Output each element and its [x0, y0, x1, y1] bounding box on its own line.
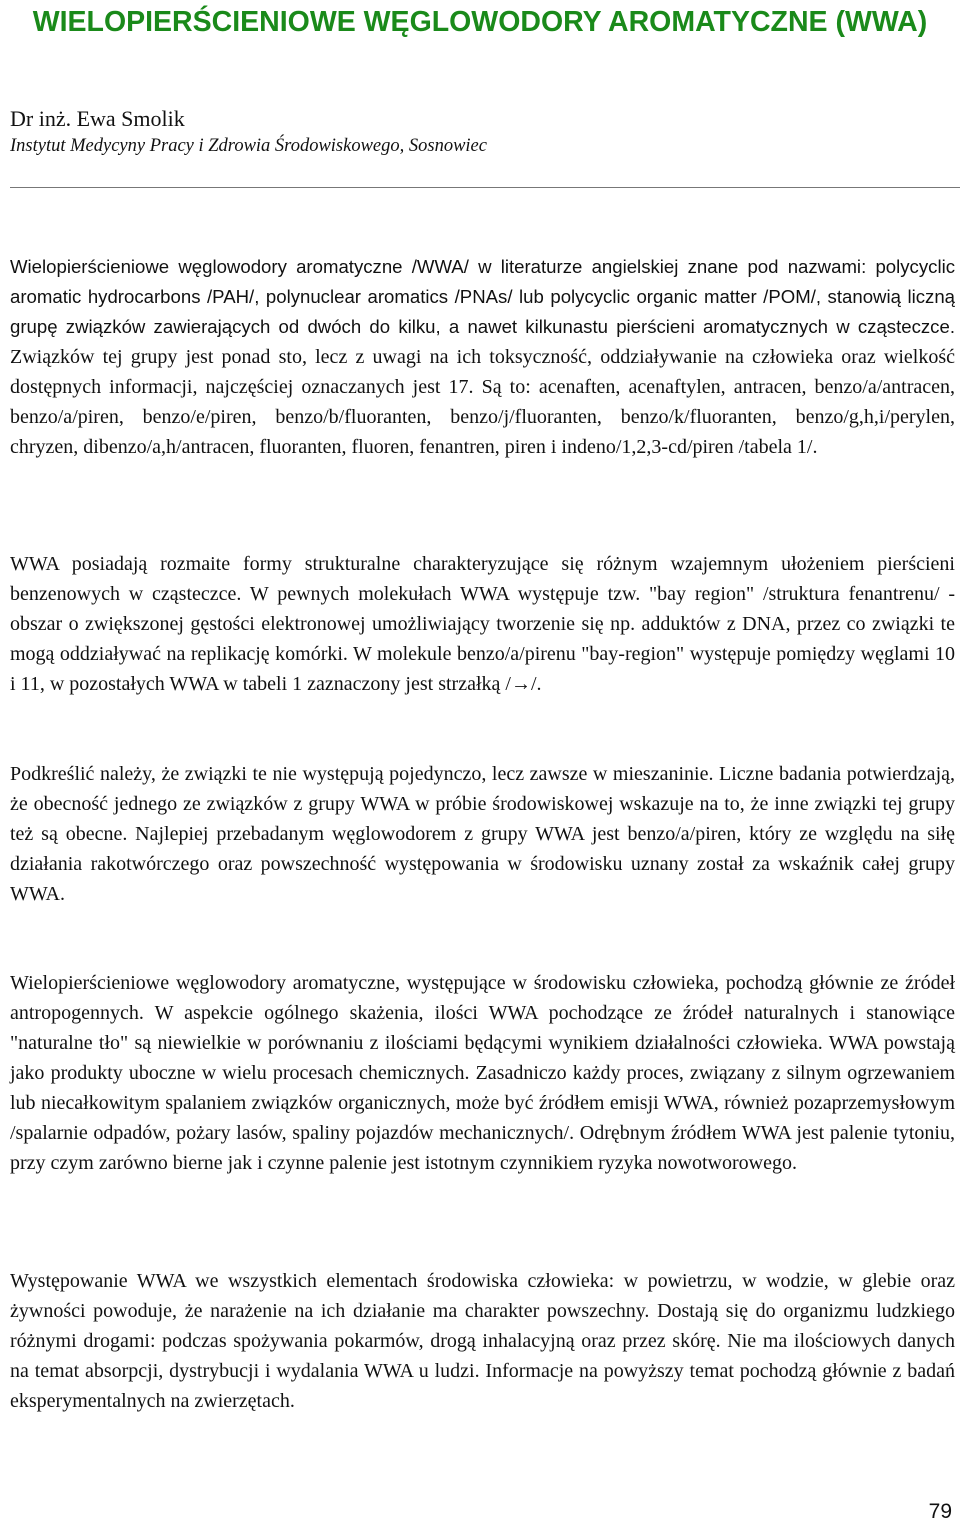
paragraph-1: [10, 252, 955, 462]
paragraph-2-text-end: /.: [530, 673, 542, 695]
document-title: WIELOPIERŚCIENIOWE WĘGLOWODORY AROMATYCZNE (WWA): [32, 6, 928, 38]
paragraph-2: [10, 549, 955, 699]
author-name: Dr inż. Ewa Smolik: [10, 106, 185, 131]
paragraph-5: Występowanie WWA we wszystkich elementach środowiska człowieka: w powietrzu, w wodzie, w glebie oraz żywności powoduje, że narażenie na ich działanie ma charakter powszechny. Dostają się do organizmu ludzkiego różnymi drogami: podczas spożywania pokarmów, drogą inhalacyjną oraz przez skórę. Nie ma ilościowych danych na temat absorpcji, dystrybucji i wydalania WWA u ludzi. Informacje na powyższy temat pochodzą głównie z badań eksperymentalnych na zwierzętach.: [10, 1270, 955, 1412]
arrow-icon: →: [510, 673, 531, 695]
paragraph-1-compound-list: Są to: acenaften, acenaftylen, antracen, benzo/a/antracen, benzo/a/piren, benzo/e/piren, benzo/b/fluoranten, benzo/j/fluoranten, benzo/k/fluoranten, benzo/g,h,i/perylen, chryzen, dibenzo/a,h/antracen, fluoranten, fluoren, fenantren, piren i indeno/1,2,3-cd/piren /tabela 1/.: [10, 376, 955, 458]
paragraph-2-text: WWA posiadają rozmaite formy strukturalne charakteryzujące się różnym wzajemnym ułożeniem pierścieni benzenowych w cząsteczce. W pewnych molekułach WWA występuje tzw. "bay region" /struktura fenantrenu/ - obszar o zwiększonej gęstości elektronowej umożliwiający tworzenie się np. adduktów z DNA, przez co związki te mogą oddziaływać na replikację komórki. W molekule benzo/a/pirenu "bay-region" występuje pomiędzy węglami 10 i 11, w pozostałych WWA w tabeli 1 zaznaczony jest strzałką /: [10, 553, 955, 695]
paragraph-1-sans-text: Wielopierścieniowe węglowodory aromatyczne /WWA/ w literaturze angielskiej znane pod nazwami: polycyclic aromatic hydrocarbons /PAH/, polynuclear aromatics /PNAs/ lub polycyclic organic matter /POM/, stanowią liczną grupę związków zawierających od dwóch do kilku, a nawet kilkunastu pierścieni aromatycznych w cząsteczce.: [10, 256, 955, 337]
page-number: 79: [928, 1500, 952, 1523]
header-divider: [10, 187, 960, 188]
paragraph-4: Wielopierścieniowe węglowodory aromatyczne, występujące w środowisku człowieka, pochodzą głównie ze źródeł antropogennych. W aspekcie ogólnego skażenia, ilości WWA pochodzące ze źródeł naturalnych i stanowiące "naturalne tło" są niewielkie w porównaniu z ilościami będącymi wynikiem działalności człowieka. WWA powstają jako produkty uboczne w wielu procesach chemicznych. Zasadniczo każdy proces, związany z silnym ogrzewaniem lub niecałkowitym spalaniem związków organicznych, może być źródłem emisji WWA, również pozaprzemysłowym /spalarnie odpadów, pożary lasów, spaliny pojazdów mechanicznych/. Odrębnym źródłem WWA jest palenie tytoniu, przy czym zarówno bierne jak i czynne palenie jest istotnym czynnikiem ryzyka nowotworowego.: [10, 972, 955, 1174]
author-affiliation: Instytut Medycyny Pracy i Zdrowia Środowiskowego, Sosnowiec: [10, 136, 487, 156]
paragraph-1-serif-text: Związków tej grupy jest ponad sto, lecz z uwagi na ich toksyczność, oddziaływanie na człowieka oraz wielkość dostępnych informacji, najczęściej oznaczanych jest 17.: [10, 346, 955, 398]
paragraph-3: Podkreślić należy, że związki te nie występują pojedynczo, lecz zawsze w mieszaninie. Liczne badania potwierdzają, że obecność jednego ze związków z grupy WWA w próbie środowiskowej wskazuje na to, że inne związki tej grupy też są obecne. Najlepiej przebadanym węglowodorem z grupy WWA jest benzo/a/piren, który ze względu na siłę działania rakotwórczego oraz powszechność występowania w środowisku uznany został za wskaźnik całej grupy WWA.: [10, 763, 955, 905]
